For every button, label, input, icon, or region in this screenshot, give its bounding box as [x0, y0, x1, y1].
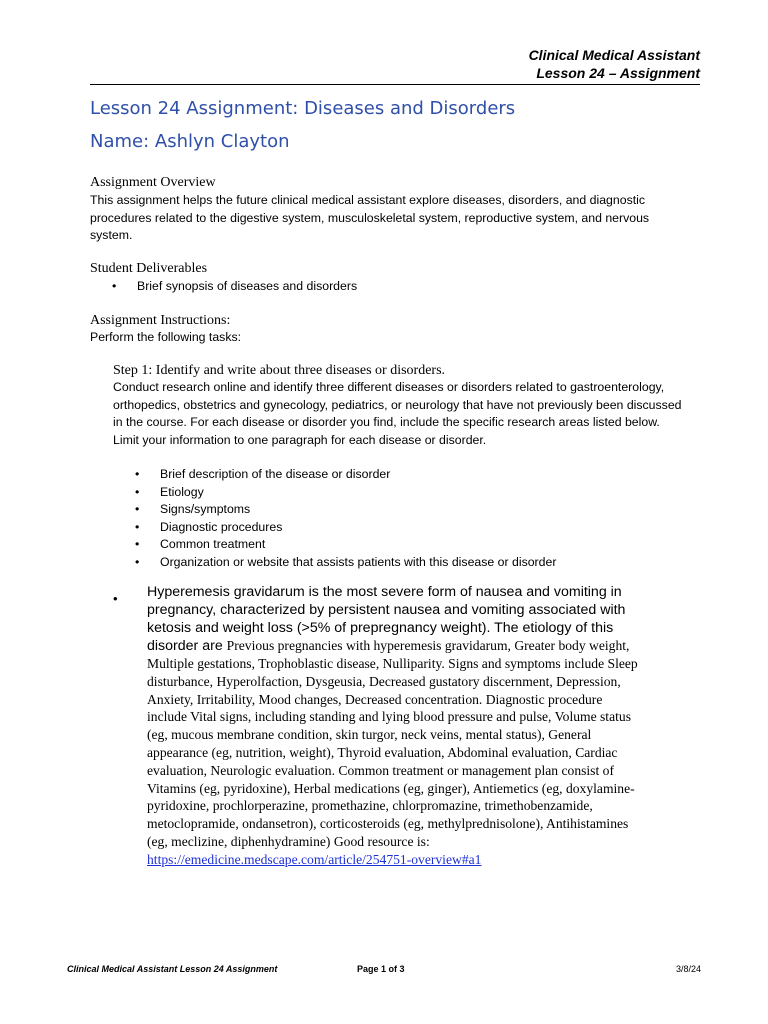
running-header	[90, 46, 700, 85]
overview-text: This assignment helps the future clinical medical assistant explore diseases, disorders, and diagnostic procedures related to the digestive system, musculoskeletal system, reproductive system, and nervous system.	[90, 193, 650, 242]
header-lesson: Lesson 24 – Assignment	[536, 65, 700, 81]
overview-heading: Assignment Overview	[90, 175, 216, 190]
list-item: • Diagnostic procedures	[135, 519, 713, 537]
deliverables-heading: Student Deliverables	[90, 261, 208, 276]
list-item: • Brief description of the disease or disorder	[135, 466, 713, 484]
answer-paragraph	[113, 583, 713, 869]
instructions-heading: Assignment Instructions:	[90, 313, 231, 328]
footer-date: 3/8/24	[675, 964, 701, 974]
instructions-intro: Perform the following tasks:	[90, 330, 242, 344]
page-title: Lesson 24 Assignment: Diseases and Disorders	[90, 98, 516, 119]
list-item: • Etiology	[135, 484, 713, 502]
list-item: • Brief synopsis of diseases and disorders	[112, 278, 710, 296]
list-item: • Signs/symptoms	[135, 501, 713, 519]
overview-section	[90, 174, 710, 245]
bullet-icon: •	[113, 591, 118, 606]
list-item: • Organization or website that assists patients with this disease or disorder	[135, 554, 713, 572]
page-number: Page 1 of 3	[357, 964, 405, 974]
student-name: Name: Ashlyn Clayton	[90, 131, 290, 152]
resource-link[interactable]: https://emedicine.medscape.com/article/254751-overview#a1	[147, 851, 482, 867]
list-item: • Common treatment	[135, 536, 713, 554]
instructions-section	[90, 312, 710, 347]
step1-section	[113, 362, 713, 571]
step1-text: Conduct research online and identify three different diseases or disorders related to gastroenterology, orthopedics, obstetrics and gynecology, pediatrics, or neurology that have not previously been discussed in the course. For each disease or disorder you find, include the specific research areas listed below. Limit your information to one paragraph for each disease or disorder.	[113, 380, 682, 447]
research-areas-list	[135, 466, 713, 571]
step1-heading: Step 1: Identify and write about three diseases or disorders.	[113, 363, 446, 378]
deliverables-section	[90, 260, 710, 296]
header-course: Clinical Medical Assistant	[528, 47, 700, 63]
answer-content: Hyperemesis gravidarum is the most severe form of nausea and vomiting in pregnancy, characterized by persistent nausea and vomiting associated with ketosis and weight loss (>5% of prepregnancy weight). The etiology of this disorder are Previous pregnancies with hyperemesis gravidarum, Greater body weight, Multiple gestations, Trophoblastic disease, Nulliparity. Signs and symptoms include Sleep disturbance, Hyperolfaction, Dysgeusia, Decreased gustatory discernment, Depression, Anxiety, Irritability, Mood changes, Decreased concentration. Diagnostic procedure include Vital signs, including standing and lying blood pressure and pulse, Volume status (eg, mucous membrane condition, skin turgor, neck veins, mental status), General appearance (eg, nutrition, weight), Thyroid evaluation, Abdominal evaluation, Cardiac evaluation, Neurologic evaluation. Common treatment or management plan consist of Vitamins (eg, pyridoxine), Herbal medications (eg, ginger), Antiemetics (eg, doxylamine- pyridoxine, prochlorperazine, promethazine, chlorpromazine, trimethobenzamide, metoclopramide, ondansetron), corticosteroids (eg, methylprednisolone), Antihistamines (eg, meclizine, diphenhydramine) Good resource is: https://emedicine.medscape.com/article/254751-overview#a1	[147, 584, 638, 867]
deliverables-list	[112, 278, 710, 296]
footer-course: Clinical Medical Assistant Lesson 24 Assignment	[67, 964, 278, 974]
